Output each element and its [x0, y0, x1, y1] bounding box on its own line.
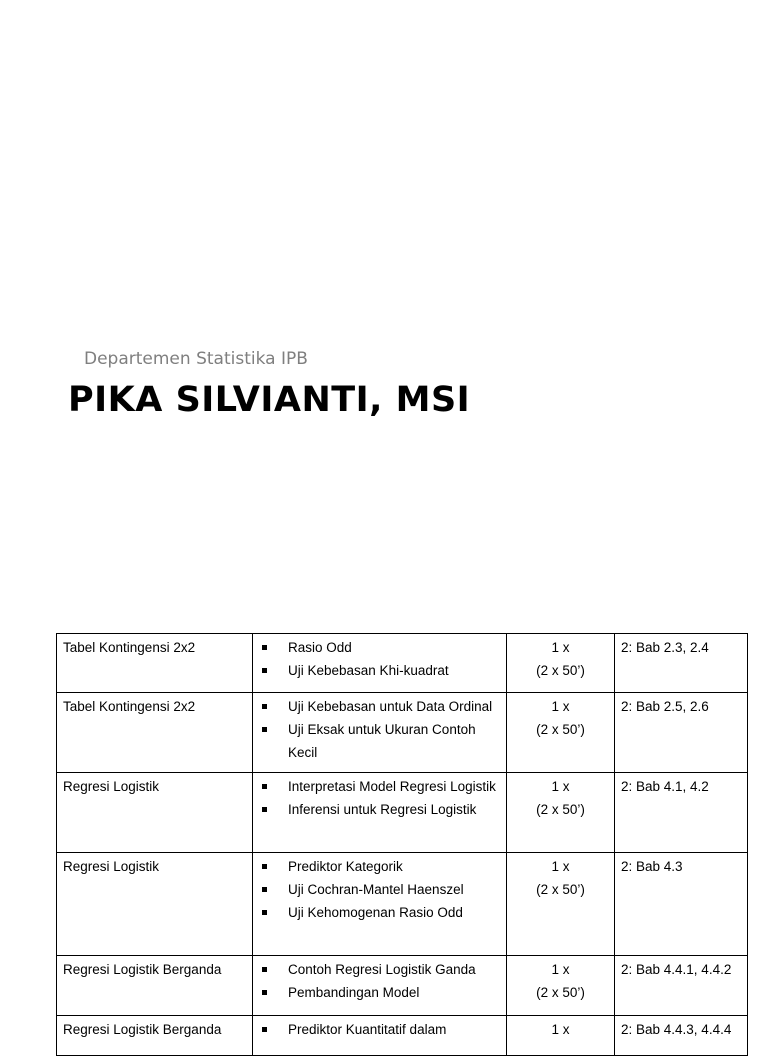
item-list — [259, 958, 500, 1004]
square-bullet-icon — [262, 704, 267, 709]
frequency-line: (2 x 50’) — [536, 722, 585, 737]
frequency-cell — [507, 956, 615, 1016]
frequency-cell — [507, 693, 615, 773]
item-list — [259, 636, 500, 682]
table-row — [57, 1016, 748, 1056]
table-row — [57, 956, 748, 1016]
reference-cell: 2: Bab 4.3 — [615, 853, 748, 956]
item-list — [259, 695, 500, 764]
syllabus-table — [56, 633, 748, 1056]
list-item — [259, 636, 500, 659]
list-item-text: Uji Kebebasan untuk Data Ordinal — [288, 699, 493, 714]
list-item-text: Prediktor Kuantitatif dalam — [288, 1022, 447, 1037]
page-subtitle: Departemen Statistika IPB — [84, 349, 308, 369]
list-item — [259, 901, 500, 924]
list-item-text: Pembandingan Model — [288, 985, 420, 1000]
list-item-text: Uji Eksak untuk Ukuran Contoh Kecil — [288, 722, 476, 760]
list-item — [259, 981, 500, 1004]
reference-cell: 2: Bab 4.1, 4.2 — [615, 773, 748, 853]
list-item — [259, 718, 500, 764]
list-item — [259, 855, 500, 878]
frequency-line: (2 x 50’) — [536, 985, 585, 1000]
square-bullet-icon — [262, 910, 267, 915]
topic-cell: Regresi Logistik — [57, 773, 253, 853]
frequency-line: (2 x 50’) — [536, 663, 585, 678]
frequency-cell — [507, 1016, 615, 1056]
topic-cell: Regresi Logistik Berganda — [57, 956, 253, 1016]
reference-cell: 2: Bab 2.3, 2.4 — [615, 634, 748, 693]
topic-cell: Regresi Logistik Berganda — [57, 1016, 253, 1056]
frequency-line: (2 x 50’) — [536, 882, 585, 897]
list-item — [259, 878, 500, 901]
items-cell — [253, 693, 507, 773]
frequency-cell — [507, 634, 615, 693]
table-row — [57, 634, 748, 693]
topic-cell: Regresi Logistik — [57, 853, 253, 956]
list-item — [259, 798, 500, 821]
list-item — [259, 695, 500, 718]
reference-cell: 2: Bab 4.4.3, 4.4.4 — [615, 1016, 748, 1056]
square-bullet-icon — [262, 967, 267, 972]
list-item — [259, 659, 500, 682]
list-item — [259, 1018, 500, 1041]
frequency-line: (2 x 50’) — [536, 802, 585, 817]
items-cell — [253, 773, 507, 853]
list-item-text: Interpretasi Model Regresi Logistik — [288, 779, 496, 794]
reference-cell: 2: Bab 2.5, 2.6 — [615, 693, 748, 773]
items-cell — [253, 634, 507, 693]
item-list — [259, 855, 500, 924]
page-title: PIKA SILVIANTI, MSI — [68, 380, 471, 420]
square-bullet-icon — [262, 668, 267, 673]
frequency-line: 1 x — [551, 859, 570, 874]
frequency-line: 1 x — [551, 699, 570, 714]
items-cell — [253, 853, 507, 956]
square-bullet-icon — [262, 864, 267, 869]
list-item-text: Rasio Odd — [288, 640, 352, 655]
item-list — [259, 775, 500, 821]
frequency-cell — [507, 853, 615, 956]
frequency-line: 1 x — [551, 640, 570, 655]
item-list — [259, 1018, 500, 1041]
topic-cell: Tabel Kontingensi 2x2 — [57, 693, 253, 773]
reference-cell: 2: Bab 4.4.1, 4.4.2 — [615, 956, 748, 1016]
square-bullet-icon — [262, 784, 267, 789]
square-bullet-icon — [262, 990, 267, 995]
items-cell — [253, 1016, 507, 1056]
square-bullet-icon — [262, 807, 267, 812]
topic-cell: Tabel Kontingensi 2x2 — [57, 634, 253, 693]
table-row — [57, 773, 748, 853]
list-item-text: Uji Kehomogenan Rasio Odd — [288, 905, 463, 920]
square-bullet-icon — [262, 645, 267, 650]
square-bullet-icon — [262, 727, 267, 732]
frequency-line: 1 x — [551, 779, 570, 794]
list-item-text: Uji Kebebasan Khi-kuadrat — [288, 663, 449, 678]
list-item-text: Contoh Regresi Logistik Ganda — [288, 962, 476, 977]
list-item-text: Prediktor Kategorik — [288, 859, 403, 874]
frequency-line: 1 x — [551, 962, 570, 977]
table-row — [57, 693, 748, 773]
list-item — [259, 958, 500, 981]
list-item-text: Uji Cochran-Mantel Haenszel — [288, 882, 464, 897]
list-item-text: Inferensi untuk Regresi Logistik — [288, 802, 477, 817]
table-row — [57, 853, 748, 956]
frequency-cell — [507, 773, 615, 853]
items-cell — [253, 956, 507, 1016]
list-item — [259, 775, 500, 798]
square-bullet-icon — [262, 1027, 267, 1032]
frequency-line: 1 x — [551, 1022, 570, 1037]
square-bullet-icon — [262, 887, 267, 892]
